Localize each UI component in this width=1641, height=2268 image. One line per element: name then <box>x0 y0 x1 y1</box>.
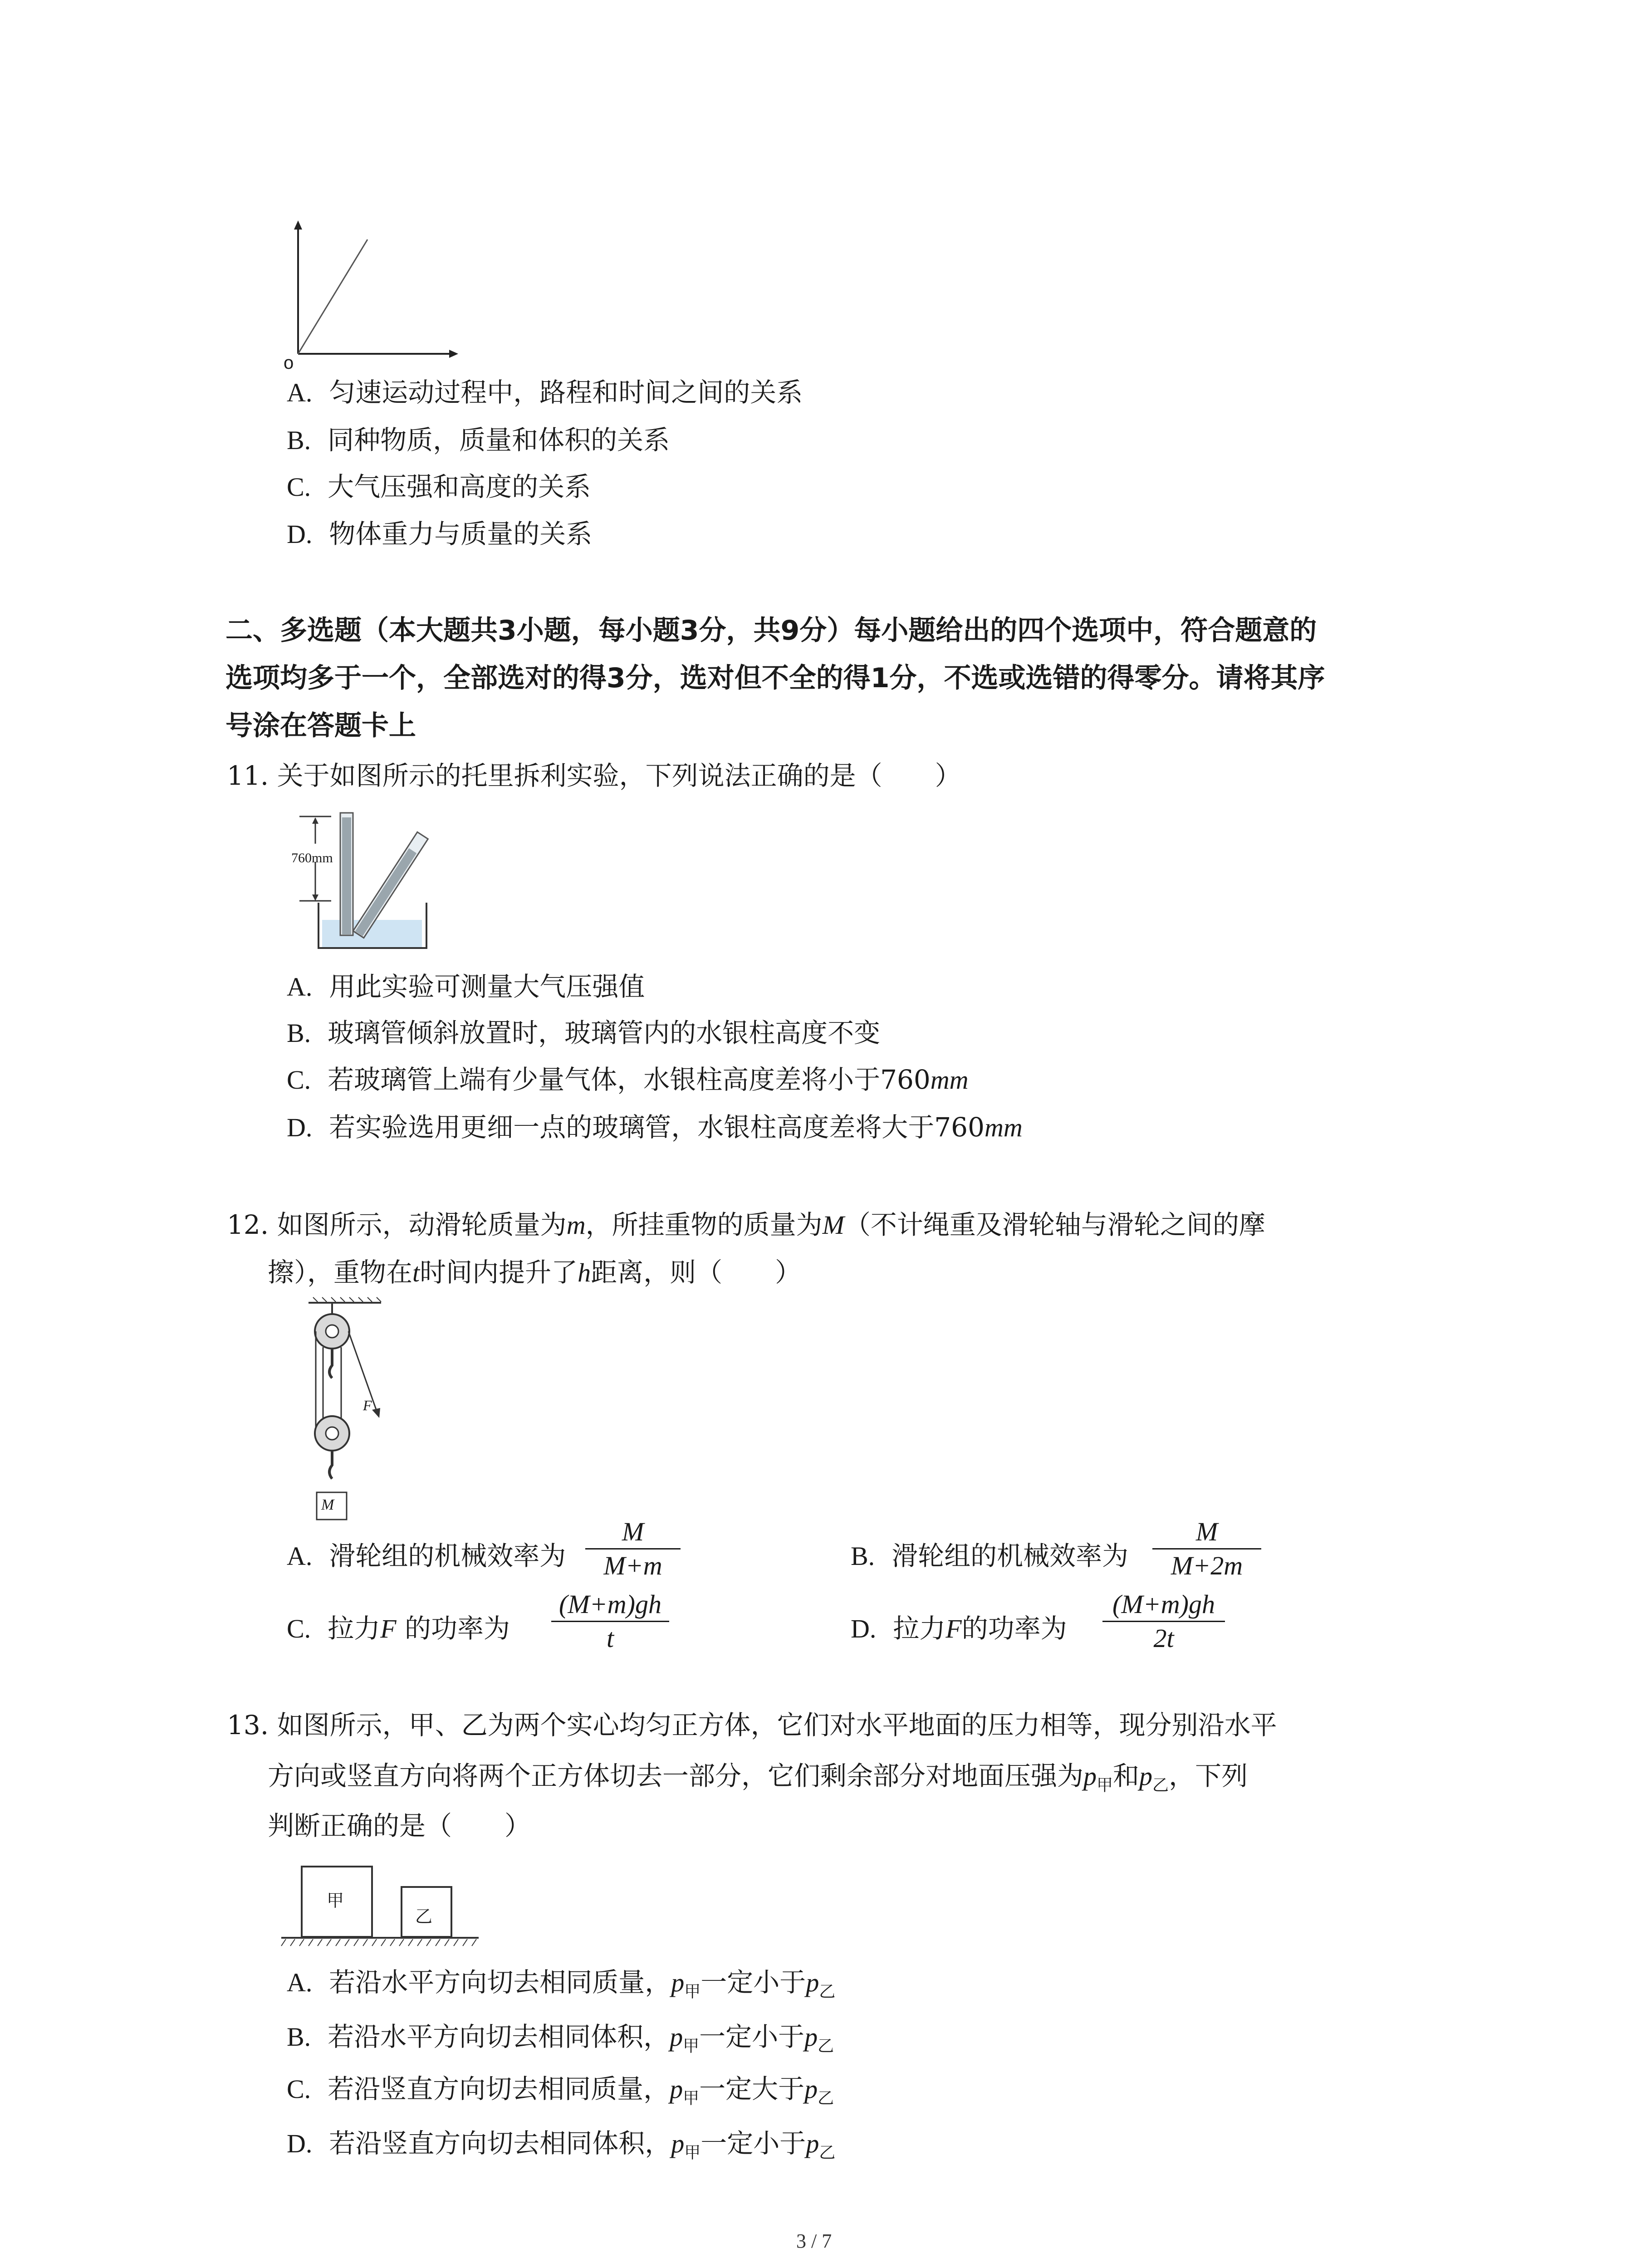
q13-option-d[interactable]: D. 若沿竖直方向切去相同体积，$p_甲$一定小于$p_乙$ <box>287 2128 836 2162</box>
q10-option-d[interactable]: D. 物体重力与质量的关系 <box>287 518 593 549</box>
q11-option-c[interactable]: C. 若玻璃管上端有少量气体，水银柱高度差将小于760mm <box>287 1064 969 1095</box>
q12-stem-line-2: 擦），重物在t时间内提升了h距离，则（ ） <box>268 1257 802 1288</box>
page-number: 3 / 7 <box>796 2230 832 2252</box>
cube-jia-label: 甲 <box>327 1891 344 1911</box>
section2-line-2: 选项均多于一个，全部选对的得3分，选对但不全的得1分，不选或选错的得零分。请将其序 <box>225 662 1325 694</box>
cube-yi-label: 乙 <box>415 1906 433 1926</box>
section2-line-3: 号涂在答题卡上 <box>225 710 416 742</box>
pulley-force-label: F <box>363 1397 372 1413</box>
q13-option-c[interactable]: C. 若沿竖直方向切去相同质量，$p_甲$一定大于$p_乙$ <box>287 2073 834 2108</box>
torricelli-figure <box>290 812 436 957</box>
graph-origin-label: o <box>284 353 294 373</box>
q11-stem: 11. 关于如图所示的托里拆利实验，下列说法正确的是（ ） <box>227 760 961 791</box>
cubes-figure <box>277 1864 485 1955</box>
torricelli-height-label: 760mm <box>291 850 333 865</box>
section2-line-1: 二、多选题（本大题共3小题，每小题3分，共9分）每小题给出的四个选项中，符合题意的 <box>225 615 1317 646</box>
q13-option-a[interactable]: A. 若沿水平方向切去相同质量，$p_甲$一定小于$p_乙$ <box>287 1967 836 2001</box>
pulley-weight-label: M <box>321 1496 334 1513</box>
q12-stem-line-1: 12. 如图所示，动滑轮质量为m，所挂重物的质量为M（不计绳重及滑轮轴与滑轮之间的摩 <box>227 1209 1265 1240</box>
q11-option-b[interactable]: B. 玻璃管倾斜放置时，玻璃管内的水银柱高度不变 <box>287 1017 881 1048</box>
pulley-figure <box>290 1297 399 1524</box>
q10-option-a[interactable]: A. 匀速运动过程中，路程和时间之间的关系 <box>287 377 803 408</box>
q11-option-a[interactable]: A. 用此实验可测量大气压强值 <box>287 971 645 1002</box>
q11-option-d[interactable]: D. 若实验选用更细一点的玻璃管，水银柱高度差将大于760mm <box>287 1112 1023 1143</box>
q10-option-b[interactable]: B. 同种物质，质量和体积的关系 <box>287 425 670 455</box>
q10-option-c[interactable]: C. 大气压强和高度的关系 <box>287 471 591 502</box>
q13-stem-line-3: 判断正确的是（ ） <box>268 1810 531 1841</box>
q13-option-b[interactable]: B. 若沿水平方向切去相同体积，$p_甲$一定小于$p_乙$ <box>287 2021 834 2056</box>
q13-stem-line-1: 13. 如图所示，甲、乙为两个实心均匀正方体，它们对水平地面的压力相等，现分别沿水平 <box>227 1710 1277 1740</box>
q13-stem-line-2: 方向或竖直方向将两个正方体切去一部分，它们剩余部分对地面压强为$p_甲$和$p_乙$，下列 <box>268 1760 1248 1795</box>
linear-graph-figure <box>272 218 463 372</box>
